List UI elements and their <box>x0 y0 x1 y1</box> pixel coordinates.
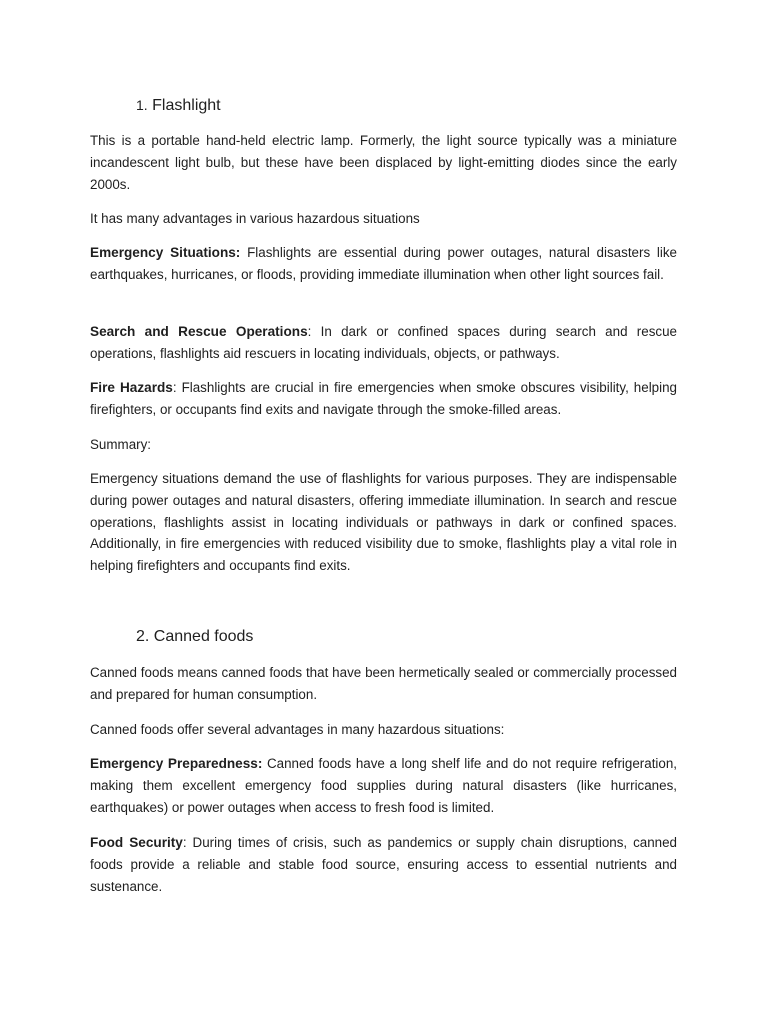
item-text: : Flashlights are crucial in fire emergencies when smoke obscures visibility, helping firefighters, or occupants find exits and navigate through the smoke-filled areas. <box>90 380 677 417</box>
item-term: Search and Rescue Operations <box>90 324 308 339</box>
canned-foods-item-food-security <box>90 832 677 897</box>
item-text: : During times of crisis, such as pandemics or supply chain disruptions, canned foods provide a reliable and stable food source, ensuring access to essential nutrients and sustenance. <box>90 835 678 894</box>
section-title: Flashlight <box>152 97 221 114</box>
canned-foods-intro: Canned foods means canned foods that have been hermetically sealed or commercially processed and prepared for human consumption. <box>90 665 677 702</box>
item-term: Emergency Situations: <box>90 245 241 260</box>
section-number: 1. <box>136 97 148 113</box>
section-title: Canned foods <box>153 628 254 645</box>
item-term: Food Security <box>90 835 183 850</box>
section-heading-canned-foods <box>90 627 253 647</box>
flashlight-summary: Emergency situations demand the use of flashlights for various purposes. They are indispensable during power outages and natural disasters, offering immediate illumination. In search and rescue operations, flashlights assist in locating individuals or pathways in dark or confined spaces. Additionally, in fire emergencies with reduced visibility due to smoke, flashlights play a vital role in helping firefighters and occupants find exits. <box>90 471 677 574</box>
item-term: Emergency Preparedness: <box>90 756 263 771</box>
flashlight-intro: This is a portable hand-held electric lamp. Formerly, the light source typically was a miniature incandescent light bulb, but these have been displaced by light-emitting diodes since the early 2000s. <box>90 133 677 192</box>
item-text: Flashlights are essential during power outages, natural disasters like earthquakes, hurricanes, or floods, providing immediate illumination when other light sources fail. <box>90 245 677 282</box>
item-text: : In dark or confined spaces during search and rescue operations, flashlights aid rescuers in locating individuals, objects, or pathways. <box>90 324 677 361</box>
item-term: Fire Hazards <box>90 380 173 395</box>
summary-label: Summary: <box>90 437 152 452</box>
flashlight-item-fire-hazards <box>90 377 677 421</box>
canned-foods-item-preparedness <box>90 753 677 818</box>
item-text: Canned foods have a long shelf life and do not require refrigeration, making them excellent emergency food supplies during natural disasters (like hurricanes, earthquakes) or power outages when access to fresh food is limited. <box>90 756 678 815</box>
section-heading-flashlight <box>90 95 221 116</box>
canned-foods-advantages-intro: Canned foods offer several advantages in many hazardous situations: <box>90 722 505 737</box>
flashlight-item-emergency <box>90 242 677 286</box>
flashlight-item-search-rescue <box>90 321 677 365</box>
flashlight-advantages-intro: It has many advantages in various hazardous situations <box>90 211 420 226</box>
section-number: 2. <box>136 628 150 645</box>
